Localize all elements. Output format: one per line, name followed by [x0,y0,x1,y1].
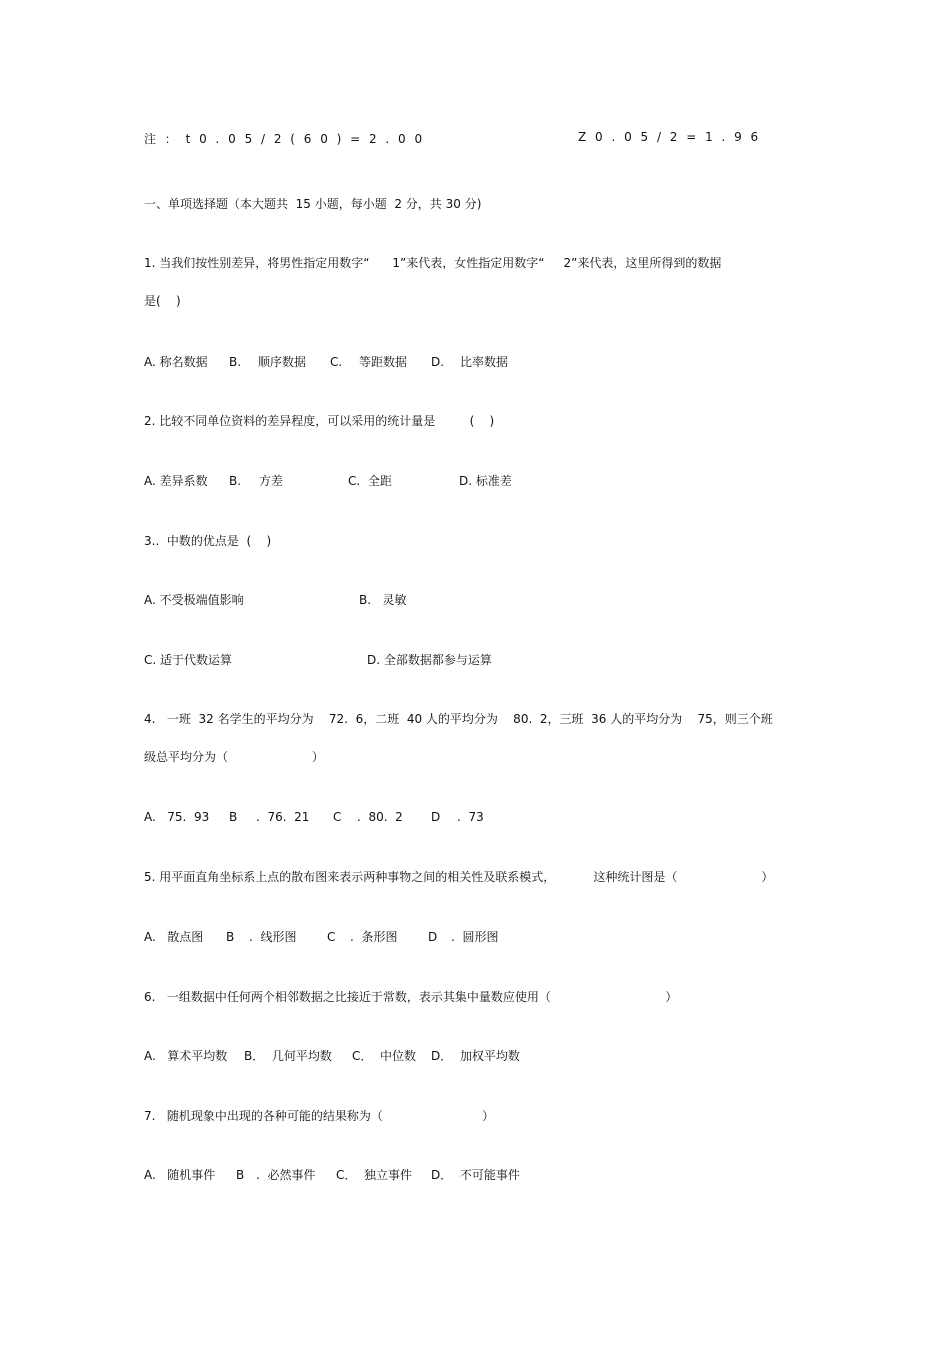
option-c: C． 中位数 [352,1049,417,1063]
option-d: D. 全部数据都参与运算 [367,653,492,667]
option-d: D． 不可能事件 [431,1168,520,1182]
option-a: A. 散点图 [144,930,204,944]
option-b-letter: B. [229,474,242,488]
note-formula-z: Z0.05/2=1.96 [578,130,767,144]
question-4-stem-line1: 4. 一班 32 名学生的平均分为 72. 6，二班 40 人的平均分为 80. 2，三班 36 人的平均分为 75，则三个班 [144,712,773,726]
question-4-stem-line2: 级总平均分为（ ） [144,750,324,764]
question-3-stem: 3.. 中数的优点是 ( ) [144,534,272,548]
option-c: C. 全距 [348,474,392,488]
option-a: A. 随机事件 [144,1168,216,1182]
option-d-text: . 圆形图 [451,930,499,944]
option-b-letter: B [226,930,235,944]
question-6-stem: 6. 一组数据中任何两个相邻数据之比接近于常数，表示其集中量数应使用（ ） [144,990,678,1004]
option-c-text: . 条形图 [350,930,398,944]
option-a: A. 75. 93 [144,810,210,824]
option-b-letter: B. [229,355,242,369]
option-b-text: . 线形图 [249,930,297,944]
question-1-stem-line2: 是( ) [144,294,181,308]
option-c-letter: C [333,810,342,824]
option-a: A. 称名数据 [144,355,208,369]
option-c-letter: C [327,930,336,944]
option-c: C. 适于代数运算 [144,653,233,667]
question-1-stem-line1: 1. 当我们按性别差异，将男性指定用数字“ 1”来代表，女性指定用数字“ 2”来代表，这里所得到的数据 [144,256,722,270]
note-formula-t: 注：t0.05/2(60)=2.00 [144,132,431,146]
option-b-letter: B [229,810,238,824]
option-b: B. 灵敏 [359,593,407,607]
option-b-text: . 76. 21 [256,810,310,824]
option-d-letter: D. [431,355,445,369]
option-b-text: 顺序数据 [258,355,307,369]
option-b-text: . 必然事件 [256,1168,316,1182]
question-5-stem: 5. 用平面直角坐标系上点的散布图来表示两种事物之间的相关性及联系模式， 这种统计图是（ ） [144,870,774,884]
question-2-stem: 2. 比较不同单位资料的差异程度，可以采用的统计量是 ( ) [144,414,495,428]
question-7-stem: 7. 随机现象中出现的各种可能的结果称为（ ） [144,1109,495,1123]
option-d-letter: D [431,810,441,824]
option-d: D． 加权平均数 [431,1049,520,1063]
option-b: B． 几何平均数 [244,1049,332,1063]
option-d: D. 标准差 [459,474,512,488]
option-c-letter: C. [330,355,343,369]
option-b-letter: B [236,1168,245,1182]
option-d-letter: D [428,930,438,944]
option-c: C． 独立事件 [336,1168,413,1182]
option-d-text: 比率数据 [460,355,509,369]
option-a: A. 不受极端值影响 [144,593,244,607]
option-a: A. 差异系数 [144,474,208,488]
option-a: A. 算术平均数 [144,1049,228,1063]
option-c-text: . 80. 2 [357,810,403,824]
option-c-text: 等距数据 [359,355,408,369]
option-d-text: . 73 [457,810,484,824]
option-b-text: 方差 [259,474,284,488]
section-heading: 一、单项选择题（本大题共 15 小题，每小题 2 分，共 30 分) [144,197,482,211]
